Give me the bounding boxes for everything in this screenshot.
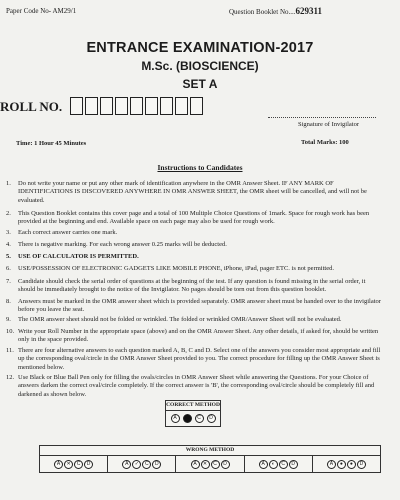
correct-method-box	[165, 400, 221, 427]
roll-digit-box[interactable]	[70, 97, 83, 115]
answer-bubble: ●	[337, 460, 346, 469]
wrong-method-label: WRONG METHOD	[40, 446, 380, 456]
answer-bubble: B	[183, 414, 192, 423]
instruction-item: 12. Use Black or Blue Ball Pen only for filling the ovals/circles in OMR Answer Sheet while answering the Questions. For your Choice of answers darken the correct oval/circle completely. If the correct answer is 'B', the corresponding oval/circle should be completely fill and darkened as shown below.	[6, 374, 375, 398]
booklet-number-line	[229, 6, 322, 16]
roll-number-boxes[interactable]	[70, 97, 205, 115]
signature-label: Signature of Invigilator	[298, 121, 360, 128]
answer-bubble: C	[142, 460, 151, 469]
roll-digit-box[interactable]	[190, 97, 203, 115]
booklet-label: Question Booklet No....	[229, 8, 296, 16]
roll-digit-box[interactable]	[100, 97, 113, 115]
exam-subject: M.Sc. (BIOSCIENCE)	[141, 59, 259, 73]
answer-bubble: D	[357, 460, 366, 469]
instruction-item: 4. There is negative marking. For each wrong answer 0.25 marks will be deducted.	[6, 241, 227, 248]
roll-digit-box[interactable]	[145, 97, 158, 115]
answer-bubble: A	[171, 414, 180, 423]
instruction-item: 1. Do not write your name or put any other mark of identification anywhere in the OMR Answer Sheet. IF ANY MARK OF IDENTIFICATIONS IS DISCOVERED ANYWHERE IN OMR ANSWER SHEET, the OMR sheet will be cancelled, and will not be evaluated.	[6, 180, 367, 204]
instructions-title: Instructions to Candidates	[157, 163, 243, 172]
roll-number-label: ROLL NO.	[0, 99, 63, 114]
wrong-example-group	[176, 456, 244, 472]
answer-bubble: ●	[347, 460, 356, 469]
answer-bubble: A	[122, 460, 131, 469]
roll-digit-box[interactable]	[85, 97, 98, 115]
answer-bubble: ◐	[269, 460, 278, 469]
wrong-example-group	[108, 456, 176, 472]
answer-bubble: C	[195, 414, 204, 423]
signature-line	[268, 117, 376, 118]
instruction-item: 5. USE OF CALCULATOR IS PERMITTED.	[6, 253, 139, 260]
roll-digit-box[interactable]	[115, 97, 128, 115]
instruction-item: 11. There are four alternative answers to each question marked A, B, C and D. Select one of the answers you consider most appropriate and fill up the corresponding oval/circle in the OMR Answer Sheet provided to you. The correct procedure for filling up the OMR Answer Sheet is mentioned below.	[6, 347, 381, 371]
answer-bubble: A	[191, 460, 200, 469]
answer-bubble: A	[54, 460, 63, 469]
instruction-item: 9. The OMR answer sheet should not be folded or wrinkled. The folded or wrinkled OMR/Answer Sheet will not be evaluated.	[6, 316, 342, 323]
wrong-method-bubbles	[40, 456, 380, 472]
instruction-item: 2. This Question Booklet contains this cover page and a total of 100 Multiple Choice Questions of 1mark. Space for rough work has been provided at the beginning and end. Available space on each page may also be used for rough work.	[6, 210, 370, 226]
booklet-number: 629311	[295, 6, 323, 16]
answer-bubble: C	[279, 460, 288, 469]
answer-bubble: D	[84, 460, 93, 469]
roll-digit-box[interactable]	[160, 97, 173, 115]
instruction-item: 6. USE/POSSESSION OF ELECTRONIC GADGETS LIKE MOBILE PHONE, iPhone, iPad, pager ETC. is not permitted.	[6, 265, 334, 272]
wrong-example-group	[245, 456, 313, 472]
instruction-item: 8. Answers must be marked in the OMR answer sheet which is provided separately. OMR answer sheet must be handed over to the invigilator before you leave the seat.	[6, 298, 381, 314]
exam-title: ENTRANCE EXAMINATION-2017	[86, 40, 314, 56]
wrong-example-group	[40, 456, 108, 472]
answer-bubble: C	[211, 460, 220, 469]
wrong-example-group	[313, 456, 380, 472]
instruction-item: 10. Write your Roll Number in the appropriate space (above) and on the OMR Answer Sheet. Any other details, if asked for, should be written only in the space provided.	[6, 328, 379, 344]
answer-bubble: ✕	[64, 460, 73, 469]
roll-digit-box[interactable]	[130, 97, 143, 115]
roll-digit-box[interactable]	[175, 97, 188, 115]
answer-bubble: D	[152, 460, 161, 469]
answer-bubble: A	[259, 460, 268, 469]
paper-code: Paper Code No- AM29/1	[6, 7, 77, 15]
answer-bubble: A	[327, 460, 336, 469]
correct-method-bubbles	[166, 411, 220, 426]
answer-bubble: D	[221, 460, 230, 469]
instruction-item: 3. Each correct answer carries one mark.	[6, 229, 118, 236]
answer-bubble: C	[74, 460, 83, 469]
time-allowed: Time: 1 Hour 45 Minutes	[16, 140, 87, 147]
instruction-item: 7. Candidate should check the serial order of questions at the beginning of the test. If any question is found missing in the serial order, it should be immediately brought to the notice of the Invigilator. No pages should be torn out from this question booklet.	[6, 278, 366, 294]
exam-set: SET A	[182, 77, 218, 91]
answer-bubble: ✕	[201, 460, 210, 469]
correct-method-label: CORRECT METHOD	[166, 401, 220, 411]
answer-bubble: D	[289, 460, 298, 469]
answer-bubble: D	[207, 414, 216, 423]
wrong-method-box	[39, 445, 381, 473]
answer-bubble: ✓	[132, 460, 141, 469]
total-marks: Total Marks: 100	[301, 139, 349, 146]
